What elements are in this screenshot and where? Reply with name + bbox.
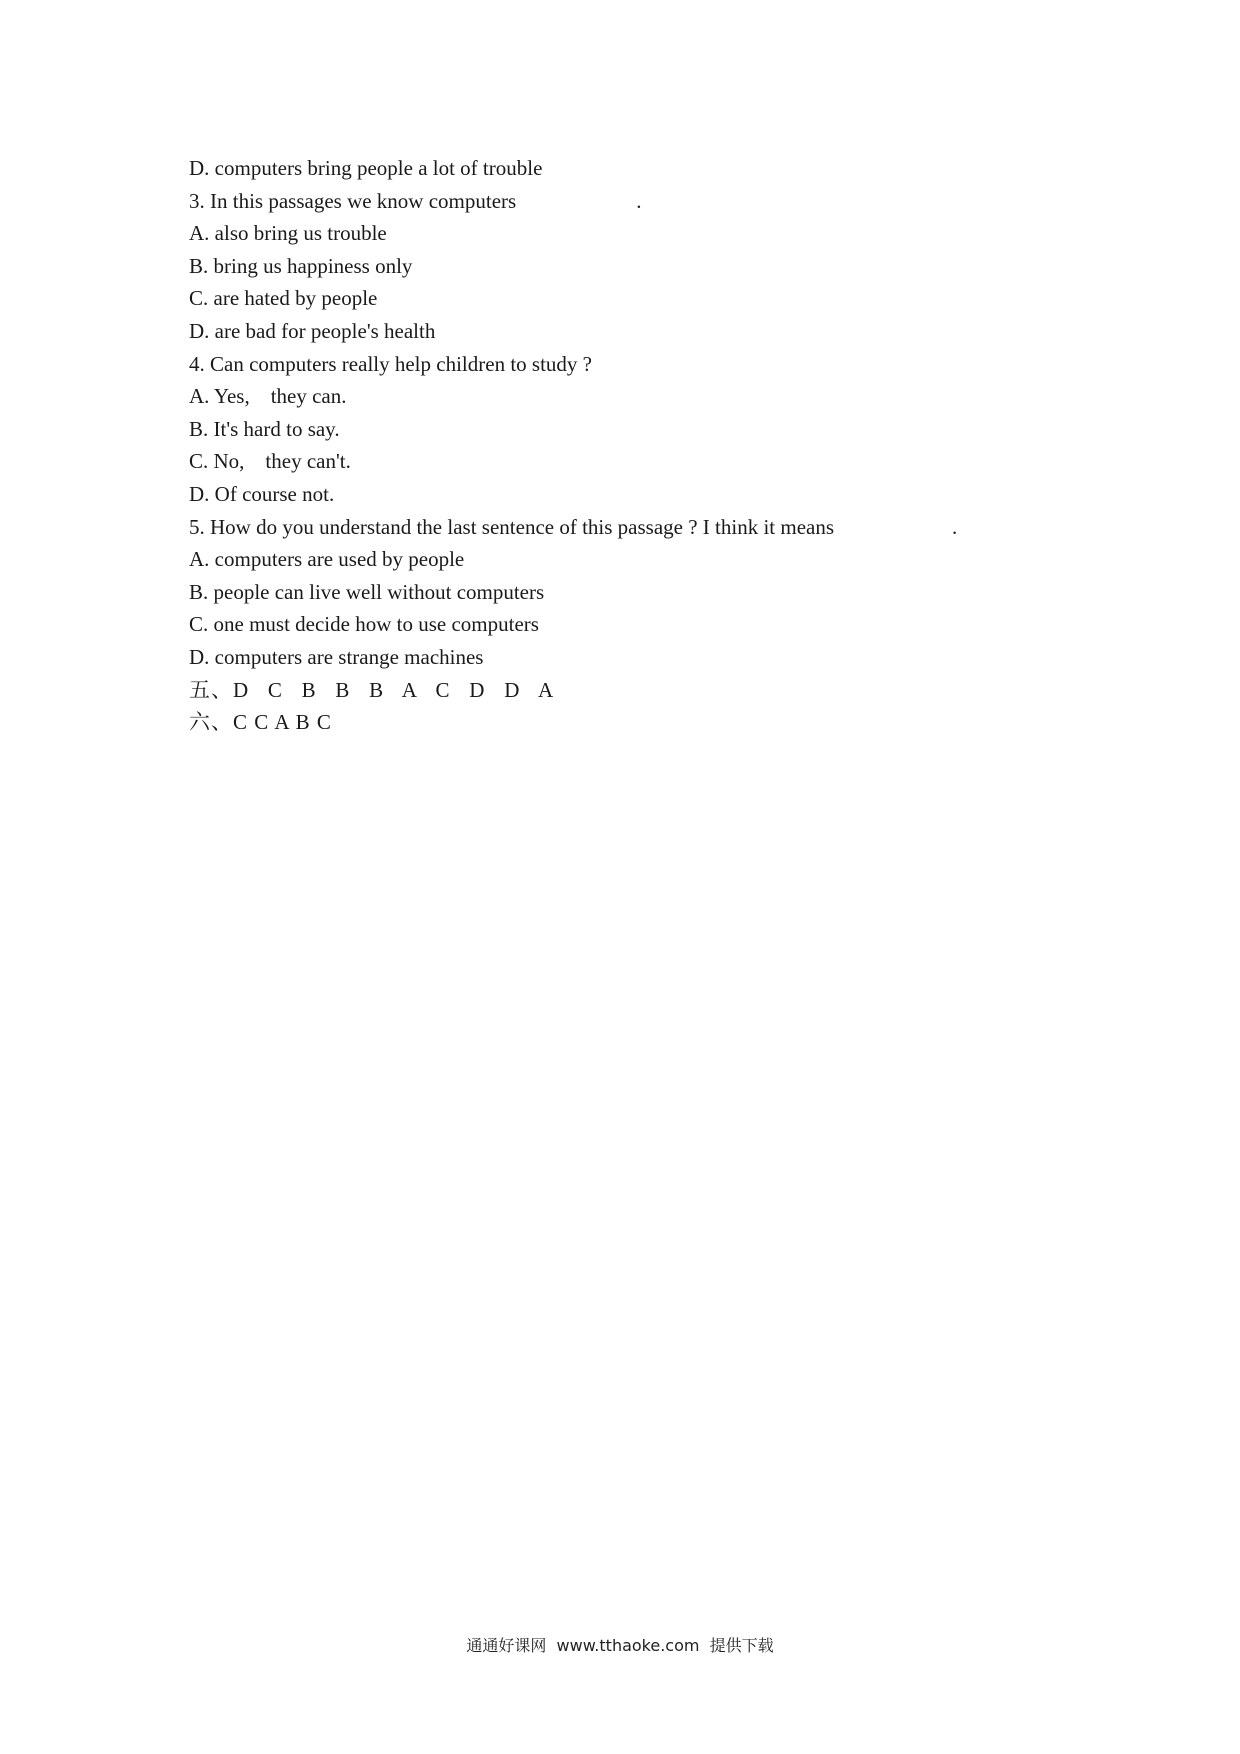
question-3-text: 3. In this passages we know computers bbox=[189, 188, 517, 213]
question-3 bbox=[189, 185, 1089, 218]
question-4: 4. Can computers really help children to study ? bbox=[189, 351, 592, 376]
q3-option-c: C. are hated by people bbox=[189, 286, 378, 311]
q3-option-d: D. are bad for people's health bbox=[189, 318, 436, 343]
q5-option-c: C. one must decide how to use computers bbox=[189, 612, 539, 637]
question-5 bbox=[189, 511, 1089, 544]
q4-option-d: D. Of course not. bbox=[189, 481, 335, 506]
q4-option-b: B. It's hard to say. bbox=[189, 416, 340, 441]
question-5-period: . bbox=[952, 514, 958, 539]
q4-option-c: C. No, they can't. bbox=[189, 449, 351, 474]
q3-option-a: A. also bring us trouble bbox=[189, 221, 387, 246]
q5-option-a: A. computers are used by people bbox=[189, 547, 465, 572]
document-content bbox=[189, 152, 1089, 739]
answer-key-section-5: 五、D C B B B A C D D A bbox=[189, 677, 555, 702]
q4-option-a: A. Yes, they can. bbox=[189, 384, 347, 409]
q2-option-d: D. computers bring people a lot of trouble bbox=[189, 156, 543, 180]
q3-option-b: B. bring us happiness only bbox=[189, 253, 413, 278]
question-5-text: 5. How do you understand the last sentence of this passage ? I think it means bbox=[189, 514, 835, 539]
q5-option-d: D. computers are strange machines bbox=[189, 644, 484, 669]
answer-key-section-6: 六、C C A B C bbox=[189, 710, 332, 735]
question-3-period: . bbox=[636, 188, 642, 213]
page-footer: 通通好课网 www.tthaoke.com 提供下载 bbox=[466, 1636, 774, 1655]
q5-option-b: B. people can live well without computers bbox=[189, 579, 545, 604]
